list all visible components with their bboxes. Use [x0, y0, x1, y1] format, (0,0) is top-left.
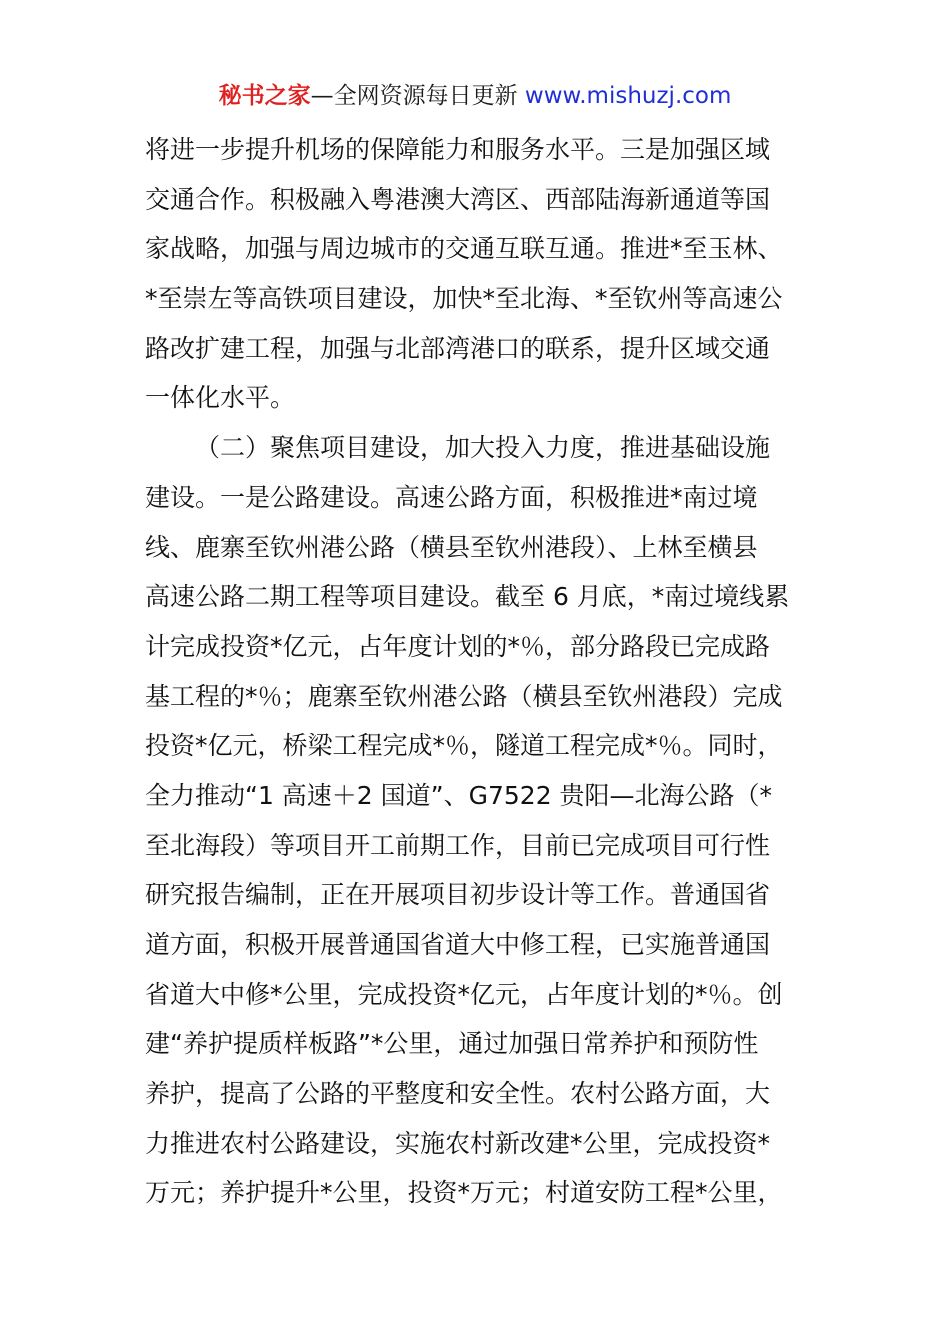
text-line: 交通合作。积极融入粤港澳大湾区、西部陆海新通道等国: [145, 184, 771, 214]
text-line: 家战略，加强与周边城市的交通互联互通。推进*至玉林、: [145, 234, 783, 264]
paragraph-start-line: （二）聚焦项目建设，加大投入力度，推进基础设施: [195, 433, 771, 463]
text-line: 一体化水平。: [145, 383, 296, 413]
text-line: 基工程的*％；鹿寨至钦州港公路（横县至钦州港段）完成: [145, 681, 783, 711]
page-header: [0, 80, 950, 112]
header-tagline: —全网资源每日更新: [310, 83, 518, 109]
text-line: 至北海段）等项目开工前期工作，目前已完成项目可行性: [145, 830, 771, 860]
text-line: 计完成投资*亿元，占年度计划的*％，部分路段已完成路: [145, 631, 771, 661]
brand-name: 秘书之家: [218, 83, 311, 109]
text-line: 力推进农村公路建设，实施农村新改建*公里，完成投资*: [145, 1128, 771, 1158]
text-line: 省道大中修*公里，完成投资*亿元，占年度计划的*％。创: [145, 979, 783, 1009]
document-body: [145, 125, 815, 1218]
text-line: *至崇左等高铁项目建设，加快*至北海、*至钦州等高速公: [145, 284, 783, 314]
text-line: 将进一步提升机场的保障能力和服务水平。三是加强区域: [145, 135, 771, 164]
text-line: 道方面，积极开展普通国省道大中修工程，已实施普通国: [145, 930, 771, 959]
text-line: 全力推动“1 高速＋2 国道”、G7522 贵阳—北海公路（*: [145, 780, 773, 810]
text-line: 路改扩建工程，加强与北部湾港口的联系，提升区域交通: [145, 333, 771, 363]
text-line: 建“养护提质样板路”*公里，通过加强日常养护和预防性: [145, 1029, 759, 1059]
text-line: 投资*亿元，桥梁工程完成*％，隧道工程完成*％。同时，: [145, 731, 783, 761]
text-line: 线、鹿寨至钦州港公路（横县至钦州港段）、上林至横县: [145, 532, 758, 562]
text-line: 养护，提高了公路的平整度和安全性。农村公路方面，大: [145, 1079, 771, 1109]
text-line: 高速公路二期工程等项目建设。截至 6 月底，*南过境线累: [145, 582, 790, 612]
text-line: 研究报告编制，正在开展项目初步设计等工作。普通国省: [145, 880, 771, 910]
text-line: 建设。一是公路建设。高速公路方面，积极推进*南过境: [145, 482, 758, 512]
text-line: 万元；养护提升*公里，投资*万元；村道安防工程*公里，: [145, 1178, 783, 1208]
site-link[interactable]: www.mishuzj.com: [524, 83, 732, 109]
